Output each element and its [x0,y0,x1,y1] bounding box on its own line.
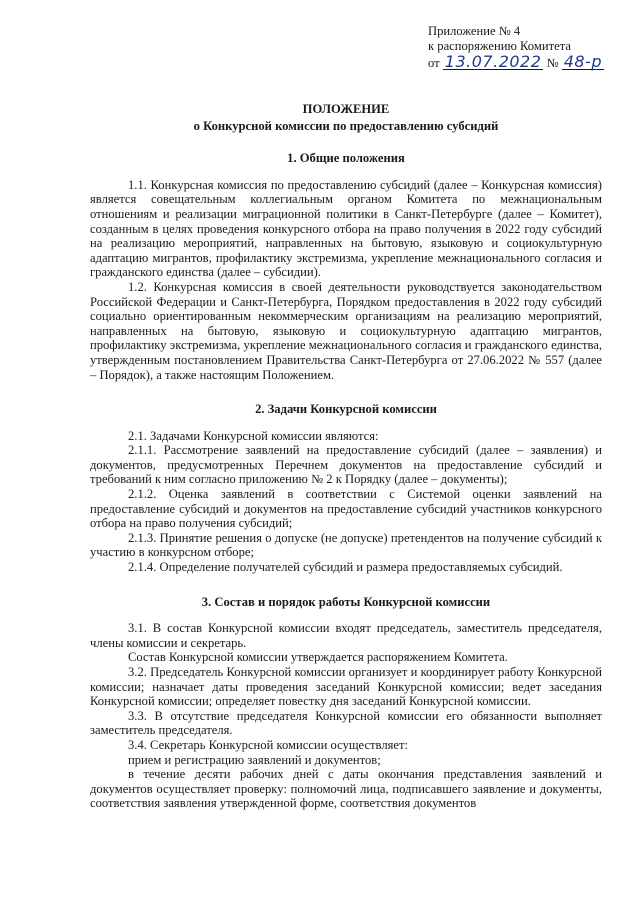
document-body [90,102,602,811]
paragraph-3-4: 3.4. Секретарь Конкурсной комиссии осуществляет: [128,737,409,752]
document-title: ПОЛОЖЕНИЕ [302,102,390,116]
section-1-heading: 1. Общие положения [287,151,405,166]
appendix-line-1: Приложение № 4 [428,24,521,38]
paragraph-1-2: 1.2. Конкурсная комиссия в своей деятельности руководствуется законодательством Российской Федерации и Санкт-Петербурга, Порядком предоставления в 2022 году субсидий социально ориентированным некоммерческим организациям на реализацию мероприятий, направленных на бытовую, языковую и социокультурную адаптацию мигрантов, профилактику экстремизма, укрепление межнационального согласия и гражданского единства, утвержденным постановлением Правительства Санкт-Петербурга от 27.06.2022 № 557 (далее – Порядок), а также настоящим Положением. [90,279,602,382]
paragraph-2-1-4: 2.1.4. Определение получателей субсидий и размера предоставляемых субсидий. [128,560,563,575]
paragraph-2-1-1: 2.1.1. Рассмотрение заявлений на предоставление субсидий (далее – заявления) и документов, предусмотренных Перечнем документов на предоставление субсидий и требований к ним согласно приложению № 2 к Порядку (далее – документы); [90,443,602,487]
document-subtitle: о Конкурсной комиссии по предоставлению субсидий [193,118,499,133]
paragraph-3-1: 3.1. В состав Конкурсной комиссии входят председатель, заместитель председателя, члены комиссии и секретарь. [90,621,602,650]
handwritten-date: 13.07.2022 [444,52,542,71]
paragraph-3-2: 3.2. Председатель Конкурсной комиссии организует и координирует работу Конкурсной комиссии; назначает даты проведения заседаний Конкурсной комиссии; ведет заседания Конкурсной комиссии; определяет повестку дня заседаний Конкурсной комиссии. [90,665,602,709]
section-2-heading: 2. Задачи Конкурсной комиссии [255,402,437,417]
paragraph-1-1: 1.1. Конкурсная комиссия по предоставлению субсидий (далее – Конкурсная комиссия) является совещательным коллегиальным органом Комитета по межнациональным отношениям и реализации миграционной политики в Санкт-Петербурге (далее – Комитет), созданным в целях проведения конкурсного отбора на право получения в 2022 году субсидий на реализацию мероприятий, направленных на бытовую, языковую и социокультурную адаптацию мигрантов, профилактику экстремизма, укрепление межнационального согласия и гражданского единства (далее – субсидии). [90,177,602,280]
paragraph-2-1-3: 2.1.3. Принятие решения о допуске (не допуске) претендентов на получение субсидий к участию в конкурсном отборе; [90,530,602,560]
paragraph-2-1-2: 2.1.2. Оценка заявлений в соответствии с Системой оценки заявлений на предоставление субсидий и документов на предоставление субсидий участников конкурсного отбора на право получения субсидий; [90,487,602,531]
paragraph-3-3: 3.3. В отсутствие председателя Конкурсной комиссии его обязанности выполняет заместитель председателя. [90,708,602,738]
section-3-heading: 3. Состав и порядок работы Конкурсной комиссии [201,594,491,609]
from-label: от [428,56,440,70]
handwritten-number: 48-р [563,52,603,71]
paragraph-3-1-b: Состав Конкурсной комиссии утверждается распоряжением Комитета. [128,650,508,665]
appendix-date-number-line [428,54,628,71]
appendix-block [428,24,628,71]
number-label: № [546,56,559,70]
paragraph-3-4-a: прием и регистрацию заявлений и документов; [128,752,381,767]
appendix-line-2: к распоряжению Комитета [428,39,571,53]
paragraph-3-4-b: в течение десяти рабочих дней с даты окончания представления заявлений и документов осуществляет проверку: полномочий лица, подписавшего заявление и документы, соответствия заявления утвержденной форме, соответствия документов [90,767,602,811]
paragraph-2-1: 2.1. Задачами Конкурсной комиссии являются: [128,428,379,443]
